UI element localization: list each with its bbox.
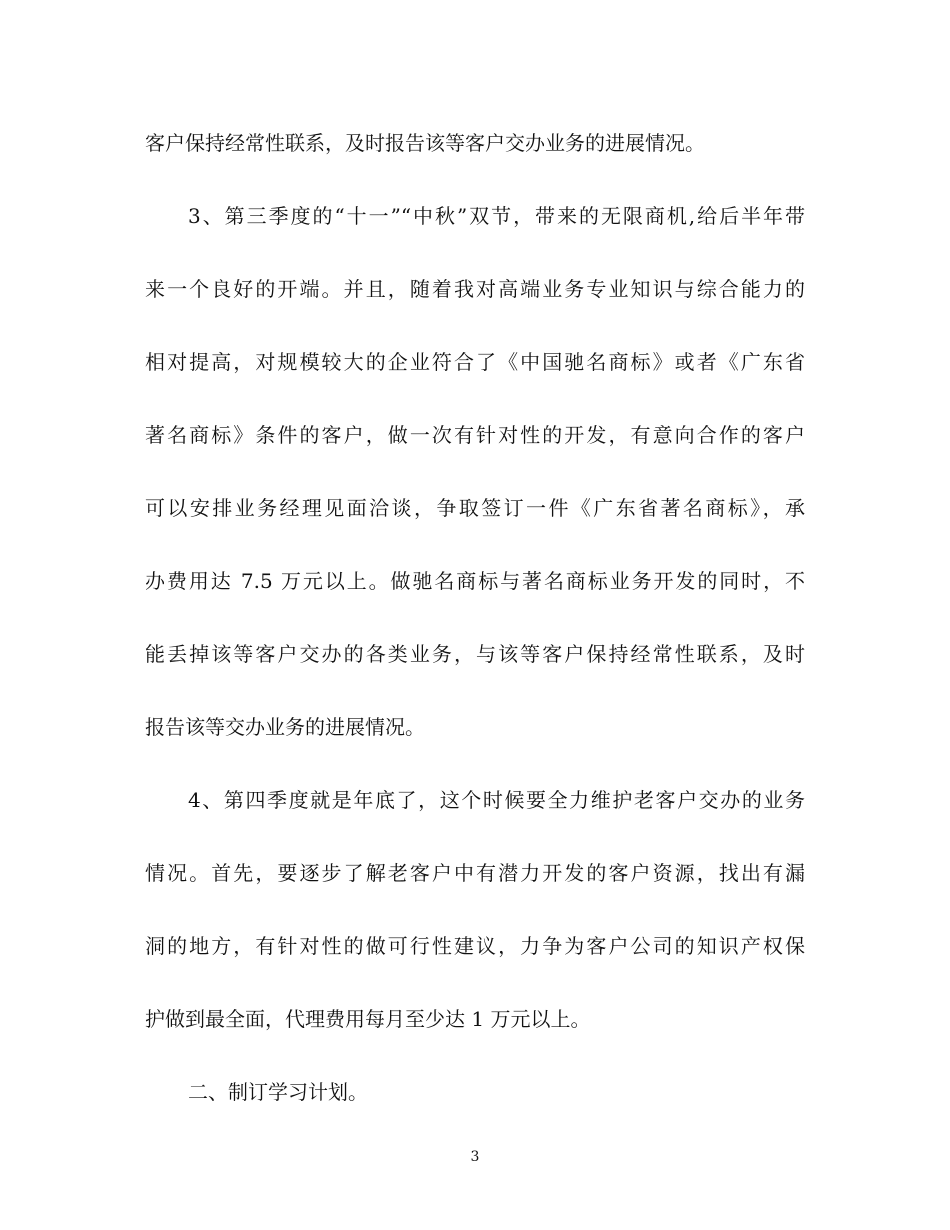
text-line: 能丢掉该等客户交办的各类业务，与该等客户保持经常性联系，及时 [145,642,805,666]
text-line: 客户保持经常性联系，及时报告该等客户交办业务的进展情况。 [145,131,705,155]
page-number: 3 [470,1149,480,1165]
text-line: 著名商标》条件的客户，做一次有针对性的开发，有意向合作的客户 [145,423,805,447]
section-heading: 二、制订学习计划。 [188,1080,368,1104]
text-line: 办费用达 7.5 万元以上。做驰名商标与著名商标业务开发的同时，不 [145,569,805,593]
text-line: 情况。首先，要逐步了解老客户中有潜力开发的客户资源，找出有漏 [145,861,805,885]
paragraph-3-first-line: 3、第三季度的“十一”“中秋”双节，带来的无限商机,给后半年带 [188,204,805,228]
text-line: 护做到最全面，代理费用每月至少达 1 万元以上。 [145,1007,591,1031]
text-line: 洞的地方，有针对性的做可行性建议，力争为客户公司的知识产权保 [145,934,805,958]
text-line: 可以安排业务经理见面洽谈，争取签订一件《广东省著名商标》，承 [145,496,805,520]
text-line: 相对提高，对规模较大的企业符合了《中国驰名商标》或者《广东省 [145,350,805,374]
paragraph-4-first-line: 4、第四季度就是年底了，这个时候要全力维护老客户交办的业务 [188,788,805,812]
text-line: 来一个良好的开端。并且，随着我对高端业务专业知识与综合能力的 [145,277,805,301]
text-line: 报告该等交办业务的进展情况。 [145,715,425,739]
